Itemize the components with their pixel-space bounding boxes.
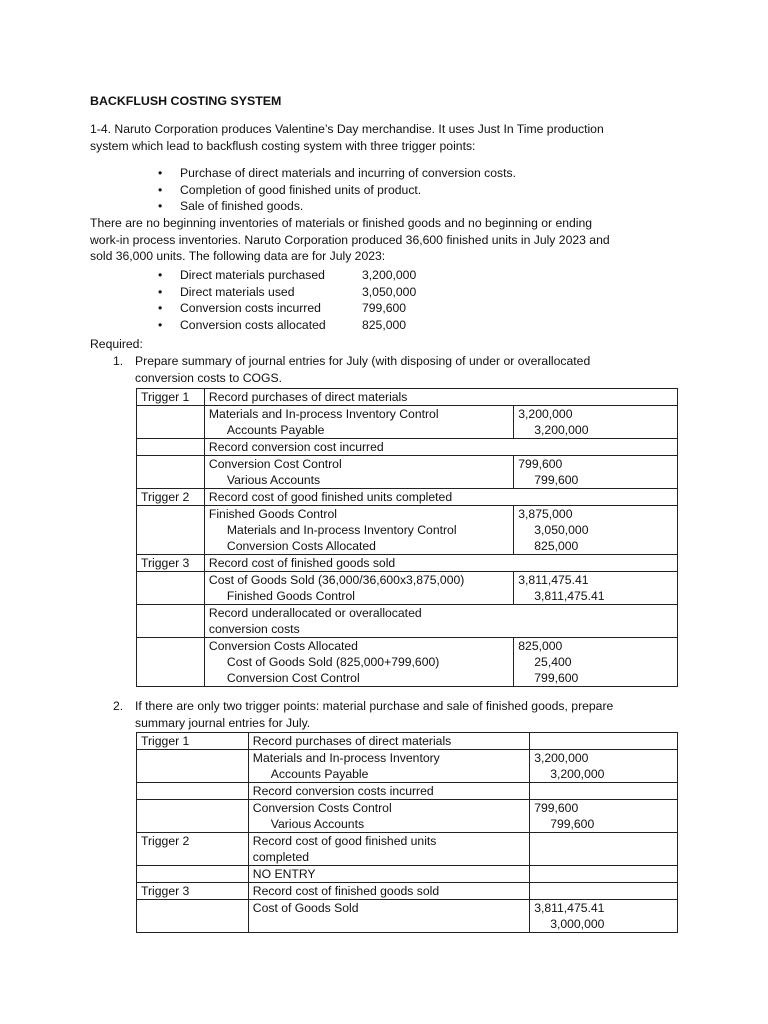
list-item (158, 300, 416, 317)
requirement-number: 2. (113, 699, 124, 713)
entry-amounts: 3,200,000 3,200,000 (514, 406, 678, 439)
data-label: Direct materials purchased (180, 268, 325, 282)
required-label: Required: (90, 337, 143, 351)
trigger-label: Trigger 2 (137, 489, 205, 506)
trigger-label: Trigger 1 (137, 389, 205, 406)
entry-accounts: Conversion Costs Allocated Cost of Goods Sold (825,000+799,600) Conversion Cost Control (204, 638, 513, 687)
trigger-points-list (158, 165, 516, 215)
table-row (137, 833, 678, 866)
table-row (137, 750, 678, 783)
table-row (137, 406, 678, 439)
table-row (137, 456, 678, 489)
table-row (137, 605, 678, 638)
entry-description: Record cost of finished goods sold (204, 555, 677, 572)
list-item (158, 317, 416, 334)
entry-amounts: 825,000 25,400 799,600 (514, 638, 678, 687)
data-value: 825,000 (362, 317, 407, 332)
entry-accounts: Finished Goods Control Materials and In-process Inventory Control Conversion Costs Allocated (204, 506, 513, 555)
entry-accounts: Cost of Goods Sold (36,000/36,600x3,875,000) Finished Goods Control (204, 572, 513, 605)
journal-table-2 (136, 732, 678, 933)
entry-amounts: 3,811,475.41 3,811,475.41 (514, 572, 678, 605)
requirement-number: 1. (113, 354, 124, 368)
inventory-paragraph (90, 215, 680, 265)
entry-description: Record underallocated or overallocated conversion costs (204, 605, 677, 638)
entry-amounts: 3,875,000 3,050,000 825,000 (514, 506, 678, 555)
list-item: • Purchase of direct materials and incurring of conversion costs. (158, 165, 516, 182)
paragraph-line: work-in process inventories. Naruto Corporation produced 36,600 finished units in July 2023 and (90, 232, 610, 247)
entry-amounts: 3,200,000 3,200,000 (530, 750, 678, 783)
journal-table-1 (136, 388, 678, 687)
intro-line: system which lead to backflush costing system with three trigger points: (90, 138, 476, 153)
table-row (137, 555, 678, 572)
entry-description: Record cost of good finished units completed (248, 833, 529, 866)
entry-description: Record conversion costs incurred (248, 783, 529, 800)
intro-line: 1-4. Naruto Corporation produces Valentine’s Day merchandise. It uses Just In Time production (90, 122, 604, 136)
entry-accounts: Materials and In-process Inventory Accounts Payable (248, 750, 529, 783)
list-item: • Completion of good finished units of product. (158, 182, 516, 199)
table-row (137, 439, 678, 456)
trigger-label: Trigger 2 (137, 833, 249, 866)
intro-paragraph (90, 121, 680, 154)
page-title: BACKFLUSH COSTING SYSTEM (90, 94, 282, 108)
table-row (137, 506, 678, 555)
table-row (137, 733, 678, 750)
entry-description: Record purchases of direct materials (248, 733, 529, 750)
entry-accounts: Cost of Goods Sold (248, 900, 529, 933)
table-row (137, 900, 678, 933)
entry-description: Record purchases of direct materials (204, 389, 677, 406)
trigger-label: Trigger 1 (137, 733, 249, 750)
entry-description: Record cost of good finished units completed (204, 489, 677, 506)
requirement-line: If there are only two trigger points: material purchase and sale of finished goods, prepare (135, 699, 614, 713)
entry-amounts: 3,811,475.41 3,000,000 (530, 900, 678, 933)
table-row (137, 883, 678, 900)
requirement-line: conversion costs to COGS. (135, 370, 282, 385)
entry-description: Record conversion cost incurred (204, 439, 677, 456)
table-row (137, 800, 678, 833)
requirement-2 (113, 698, 653, 731)
list-item (158, 284, 416, 301)
paragraph-line: sold 36,000 units. The following data are for July 2023: (90, 249, 386, 263)
trigger-label: Trigger 3 (137, 883, 249, 900)
trigger-label: Trigger 3 (137, 555, 205, 572)
data-label: Conversion costs incurred (180, 301, 321, 315)
data-label: Conversion costs allocated (180, 317, 326, 332)
entry-accounts: Conversion Costs Control Various Accounts (248, 800, 529, 833)
data-label: Direct materials used (180, 284, 295, 299)
data-value: 3,200,000 (362, 268, 417, 282)
data-value: 3,050,000 (362, 284, 417, 299)
table-row (137, 866, 678, 883)
table-row (137, 489, 678, 506)
july-data-list (158, 267, 416, 333)
entry-amounts: 799,600 799,600 (530, 800, 678, 833)
table-row (137, 638, 678, 687)
list-item (158, 267, 416, 284)
paragraph-line: There are no beginning inventories of materials or finished goods and no beginning or ending (90, 216, 593, 230)
no-entry-label: NO ENTRY (248, 866, 529, 883)
table-row (137, 783, 678, 800)
entry-accounts: Materials and In-process Inventory Control Accounts Payable (204, 406, 513, 439)
table-row (137, 572, 678, 605)
entry-amounts: 799,600 799,600 (514, 456, 678, 489)
entry-accounts: Conversion Cost Control Various Accounts (204, 456, 513, 489)
data-value: 799,600 (362, 301, 407, 315)
table-row (137, 389, 678, 406)
entry-description: Record cost of finished goods sold (248, 883, 529, 900)
list-item: • Sale of finished goods. (158, 198, 516, 215)
requirement-line: summary journal entries for July. (135, 715, 311, 730)
requirement-1 (113, 353, 653, 386)
requirement-line: Prepare summary of journal entries for July (with disposing of under or overallocated (135, 354, 591, 368)
